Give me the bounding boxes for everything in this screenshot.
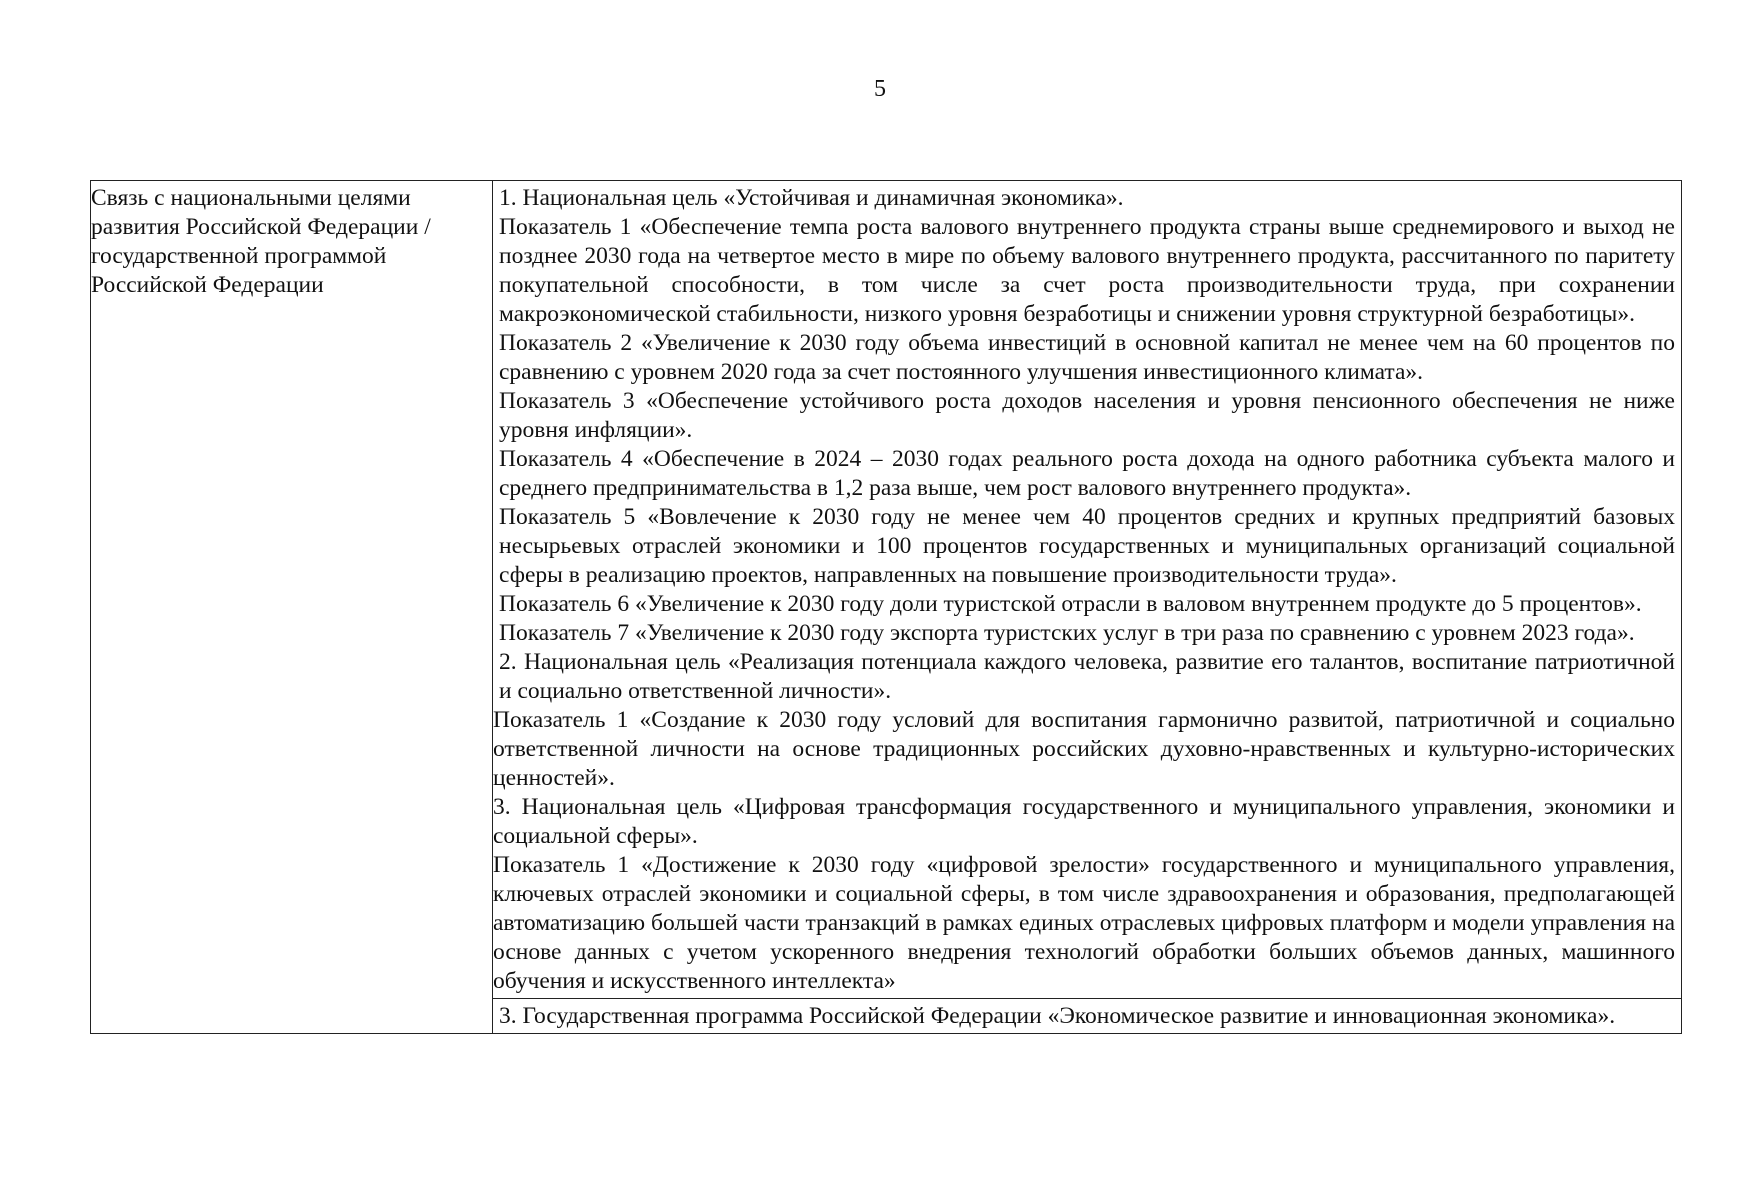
state-program-text: 3. Государственная программа Российской Федерации «Экономическое развитие и инновационная экономика».: [499, 1003, 1616, 1029]
row-header-line: Российской Федерации: [91, 272, 324, 298]
national-goals-table: [90, 180, 1682, 1034]
row-header-line: Связь с национальными целями: [91, 185, 411, 211]
goal-2-indicator-1: Показатель 1 «Создание к 2030 году условий для воспитания гармонично развитой, патриотичной и социально ответственной личности на основе традиционных российских духовно-нравственных и культурно-исторических ценностей».: [493, 707, 1675, 791]
page-number: 5: [874, 76, 886, 102]
goal-1-indicator-5: Показатель 5 «Вовлечение к 2030 году не менее чем 40 процентов средних и крупных предприятий базовых несырьевых отраслей экономики и 100 процентов государственных и муниципальных организаций социальной сферы в реализацию проектов, направленных на повышение производительности труда».: [499, 504, 1675, 588]
goal-2-title: 2. Национальная цель «Реализация потенциала каждого человека, развитие его талантов, воспитание патриотичной и социально ответственной личности».: [499, 649, 1675, 704]
goal-1-indicator-2: Показатель 2 «Увеличение к 2030 году объема инвестиций в основной капитал не менее чем на 60 процентов по сравнению с уровнем 2020 года за счет постоянного улучшения инвестиционного климата».: [499, 330, 1675, 385]
row-header-cell: [91, 181, 493, 1034]
state-program-cell: [493, 999, 1682, 1034]
goal-1-indicator-6: Показатель 6 «Увеличение к 2030 году доли туристской отрасли в валовом внутреннем продукте до 5 процентов».: [499, 591, 1642, 617]
row-header-line: государственной программой: [91, 243, 387, 269]
goal-1-indicator-7: Показатель 7 «Увеличение к 2030 году экспорта туристских услуг в три раза по сравнению с уровнем 2023 года».: [499, 620, 1635, 646]
goal-3-indicator-1: Показатель 1 «Достижение к 2030 году «цифровой зрелости» государственного и муниципального управления, ключевых отраслей экономики и социальной сферы, в том числе здравоохранения и образования, предполагающей автоматизацию большей части транзакций в рамках единых отраслевых цифровых платформ и модели управления на основе данных с учетом ускоренного внедрения технологий обработки больших объемов данных, машинного обучения и искусственного интеллекта»: [493, 852, 1675, 994]
goal-1-indicator-3: Показатель 3 «Обеспечение устойчивого роста доходов населения и уровня пенсионного обеспечения не ниже уровня инфляции».: [499, 388, 1675, 443]
goal-3-title: 3. Национальная цель «Цифровая трансформация государственного и муниципального управления, экономики и социальной сферы».: [493, 794, 1675, 849]
goal-1-title: 1. Национальная цель «Устойчивая и динамичная экономика».: [499, 185, 1124, 211]
table-row: [91, 181, 1682, 999]
row-header-line: развития Российской Федерации /: [91, 214, 431, 240]
goal-1-indicator-4: Показатель 4 «Обеспечение в 2024 – 2030 годах реального роста дохода на одного работника субъекта малого и среднего предпринимательства в 1,2 раза выше, чем рост валового внутреннего продукта».: [499, 446, 1675, 501]
national-goals-cell: [493, 181, 1682, 999]
goal-1-indicator-1: Показатель 1 «Обеспечение темпа роста валового внутреннего продукта страны выше среднемирового и выход не позднее 2030 года на четвертое место в мире по объему валового внутреннего продукта, рассчитанного по паритету покупательной способности, в том числе за счет роста производительности труда, при сохранении макроэкономической стабильности, низкого уровня безработицы и снижении уровня структурной безработицы».: [499, 214, 1675, 327]
